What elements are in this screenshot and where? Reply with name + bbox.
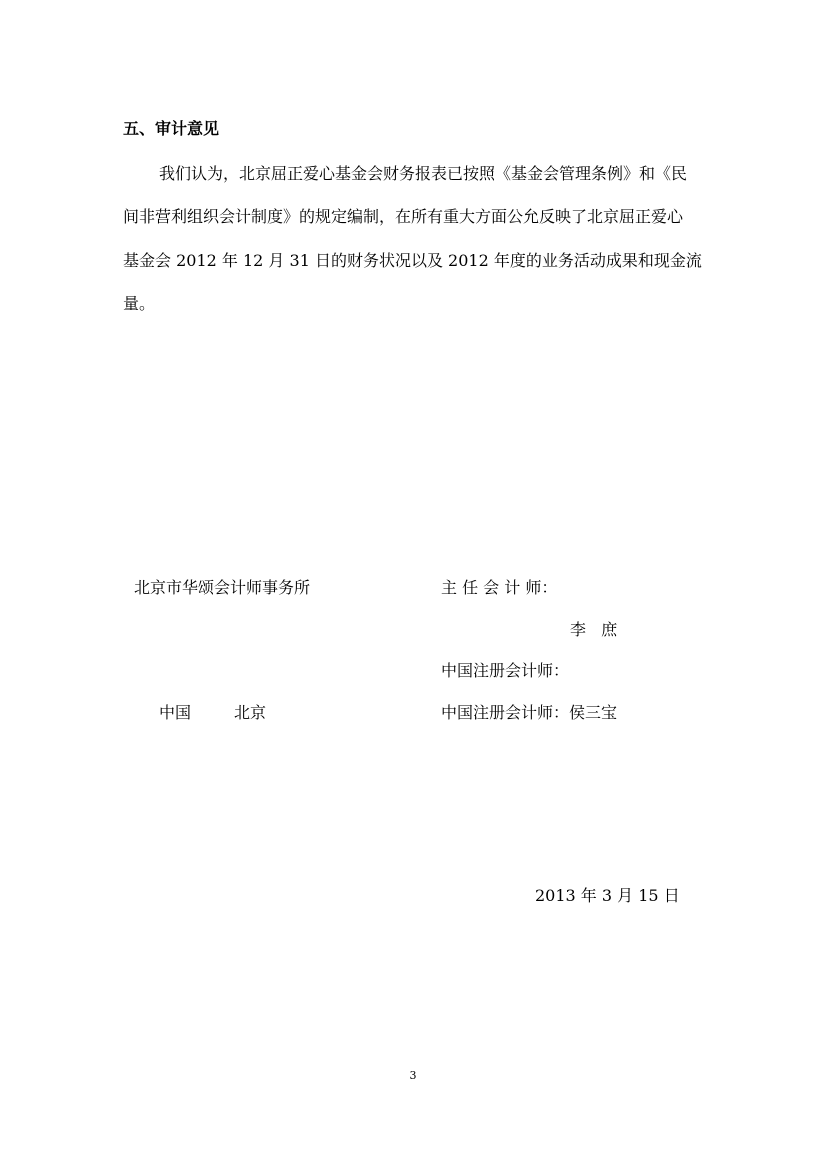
cpa-label-1: 中国注册会计师： xyxy=(441,661,570,680)
chief-accountant-label: 主 任 会 计 师： xyxy=(441,578,558,597)
chief-accountant-name: 李 庶 xyxy=(570,620,618,639)
location-city: 北京 xyxy=(234,703,267,722)
firm-name: 北京市华颂会计师事务所 xyxy=(134,578,311,597)
section-heading: 五、审计意见 xyxy=(123,119,220,138)
cpa-name-2: 中国注册会计师：侯三宝 xyxy=(441,703,618,722)
audit-opinion-paragraph xyxy=(123,152,713,325)
paragraph-line: 基金会 2012 年 12 月 31 日的财务状况以及 2012 年度的业务活动成果和现金流 xyxy=(123,250,702,270)
paragraph-line: 量。 xyxy=(123,293,156,313)
paragraph-line: 间非营利组织会计制度》的规定编制，在所有重大方面公允反映了北京屈正爱心 xyxy=(123,207,684,227)
paragraph-line: 我们认为，北京屈正爱心基金会财务报表已按照《基金会管理条例》和《民 xyxy=(159,164,688,183)
page-number: 3 xyxy=(409,1069,417,1082)
report-date: 2013 年 3 月 15 日 xyxy=(535,886,680,905)
location-country: 中国 xyxy=(159,703,192,722)
